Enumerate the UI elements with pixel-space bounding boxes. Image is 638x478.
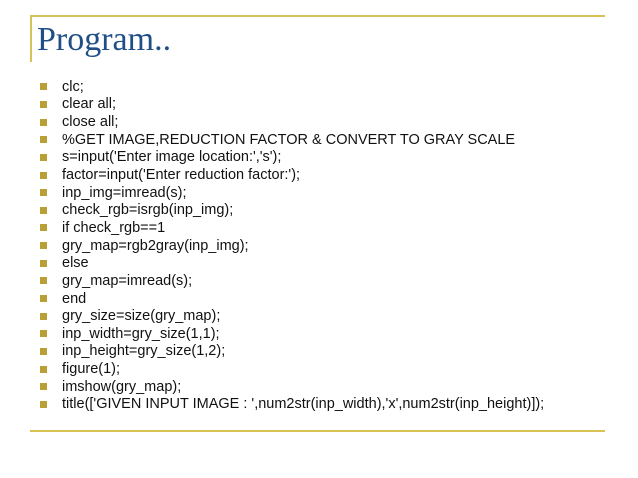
code-line-text: s=input('Enter image location:','s');	[62, 149, 282, 166]
code-line-text: clc;	[62, 78, 84, 95]
slide-title: Program..	[37, 21, 172, 58]
square-bullet-icon	[40, 136, 47, 143]
code-line-text: %GET IMAGE,REDUCTION FACTOR & CONVERT TO GRAY SCALE	[62, 131, 516, 148]
square-bullet-icon	[40, 83, 47, 90]
square-bullet-icon	[40, 277, 47, 284]
square-bullet-icon	[40, 366, 47, 373]
code-line	[40, 78, 544, 96]
code-list	[40, 78, 544, 413]
square-bullet-icon	[40, 119, 47, 126]
square-bullet-icon	[40, 101, 47, 108]
code-line	[40, 131, 544, 149]
code-line-text: if check_rgb==1	[62, 219, 166, 236]
code-line	[40, 254, 544, 272]
code-line-text: check_rgb=isrgb(inp_img);	[62, 202, 234, 219]
square-bullet-icon	[40, 207, 47, 214]
code-line	[40, 237, 544, 255]
square-bullet-icon	[40, 348, 47, 355]
square-bullet-icon	[40, 172, 47, 179]
left-divider	[30, 15, 32, 62]
code-line	[40, 307, 544, 325]
code-line	[40, 184, 544, 202]
code-line	[40, 219, 544, 237]
square-bullet-icon	[40, 295, 47, 302]
code-line-text: close all;	[62, 114, 119, 131]
code-line-text: inp_height=gry_size(1,2);	[62, 343, 226, 360]
square-bullet-icon	[40, 313, 47, 320]
code-line-text: clear all;	[62, 96, 116, 113]
code-line	[40, 290, 544, 308]
code-line-text: factor=input('Enter reduction factor:');	[62, 167, 301, 184]
square-bullet-icon	[40, 189, 47, 196]
square-bullet-icon	[40, 401, 47, 408]
square-bullet-icon	[40, 242, 47, 249]
square-bullet-icon	[40, 383, 47, 390]
bottom-divider	[30, 430, 605, 432]
square-bullet-icon	[40, 260, 47, 267]
code-line	[40, 343, 544, 361]
code-line	[40, 149, 544, 167]
code-line	[40, 325, 544, 343]
code-line-text: else	[62, 255, 89, 272]
code-line-text: gry_size=size(gry_map);	[62, 308, 221, 325]
top-divider	[30, 15, 605, 17]
square-bullet-icon	[40, 330, 47, 337]
code-line-text: imshow(gry_map);	[62, 378, 182, 395]
code-line	[40, 113, 544, 131]
square-bullet-icon	[40, 154, 47, 161]
code-line	[40, 201, 544, 219]
code-line	[40, 360, 544, 378]
code-line-text: title(['GIVEN INPUT IMAGE : ',num2str(inp_width),'x',num2str(inp_height)]);	[62, 396, 545, 413]
square-bullet-icon	[40, 224, 47, 231]
code-line-text: inp_img=imread(s);	[62, 184, 187, 201]
code-line-text: gry_map=imread(s);	[62, 272, 193, 289]
code-line	[40, 378, 544, 396]
code-line-text: end	[62, 290, 87, 307]
code-line	[40, 396, 544, 414]
code-line	[40, 272, 544, 290]
code-line-text: inp_width=gry_size(1,1);	[62, 325, 220, 342]
code-line-text: figure(1);	[62, 361, 121, 378]
code-line	[40, 166, 544, 184]
code-line-text: gry_map=rgb2gray(inp_img);	[62, 237, 249, 254]
code-line	[40, 96, 544, 114]
